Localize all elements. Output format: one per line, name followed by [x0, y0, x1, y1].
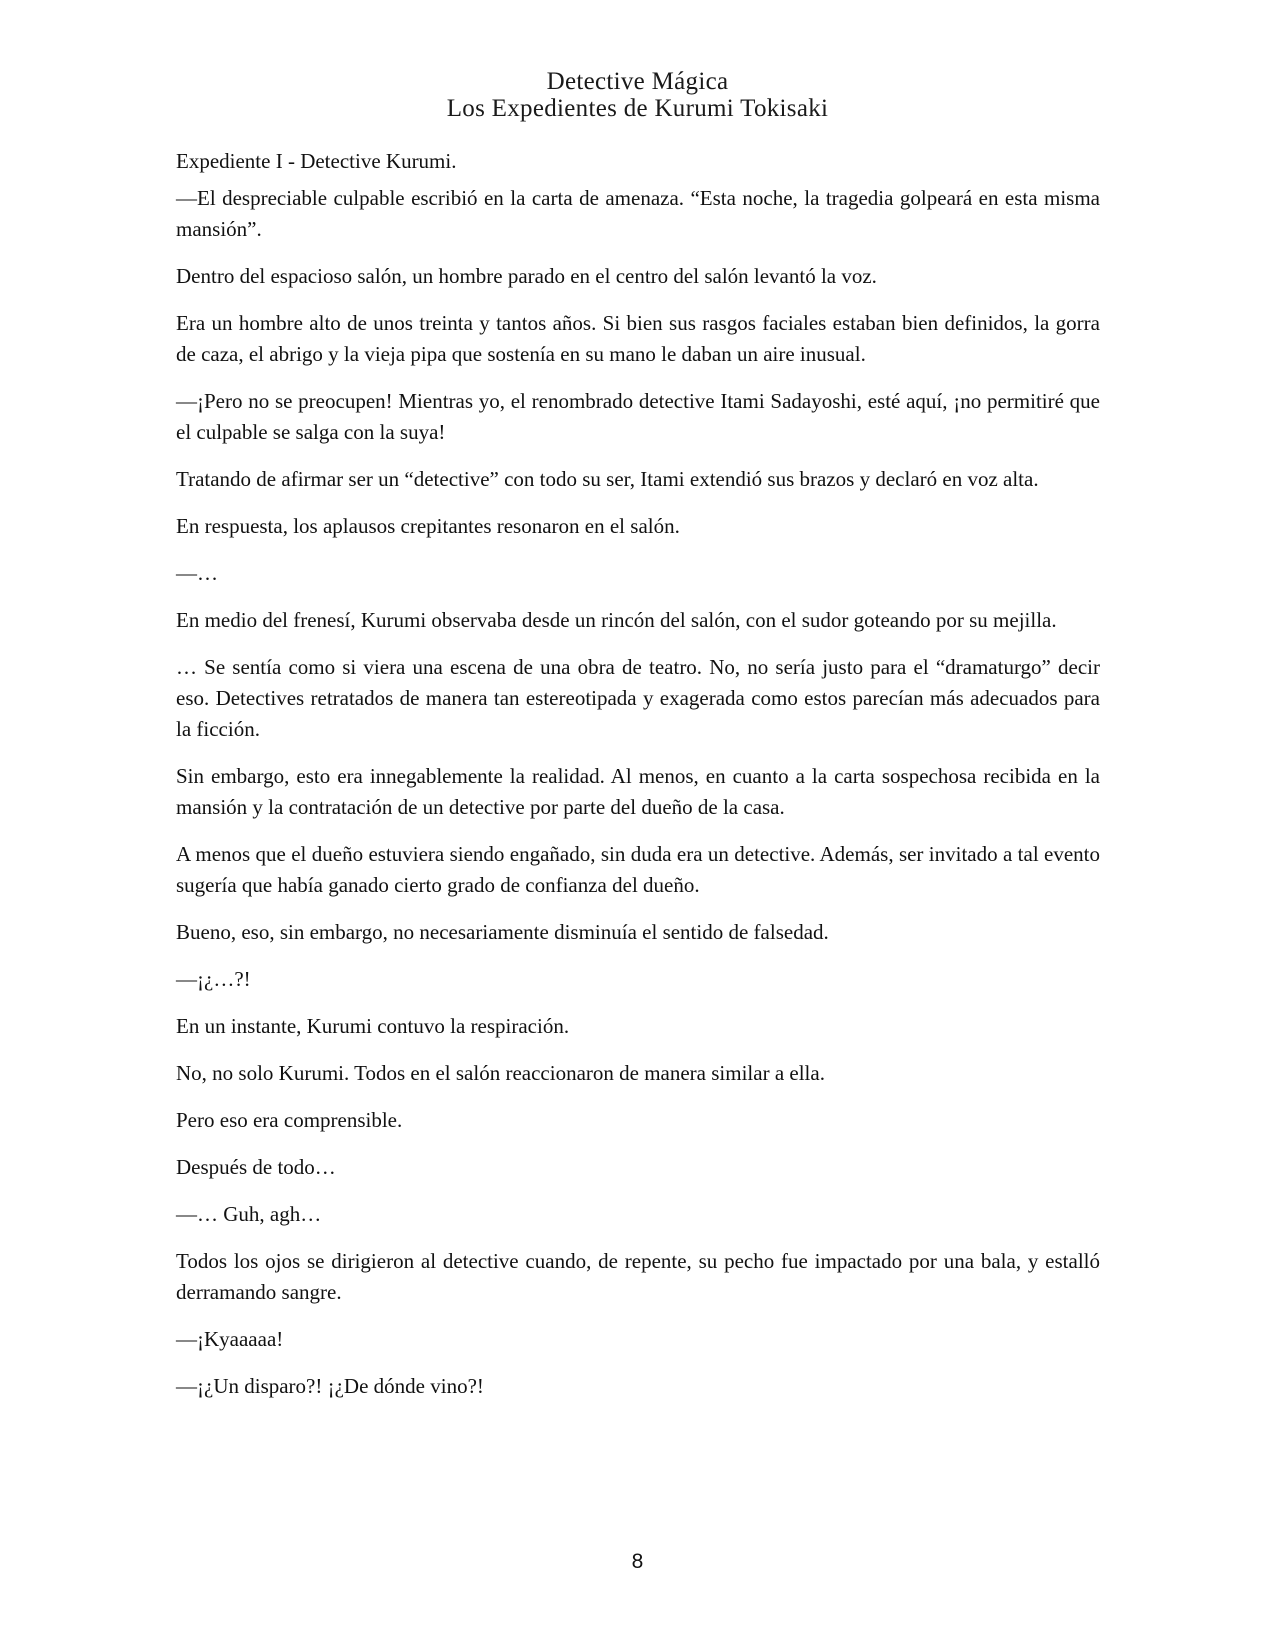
- paragraph: Bueno, eso, sin embargo, no necesariamente disminuía el sentido de falsedad.: [176, 920, 829, 944]
- paragraph: Todos los ojos se dirigieron al detective cuando, de repente, su pecho fue impactado por una bala, y estalló derramando sangre.: [176, 1249, 1100, 1304]
- paragraph: En medio del frenesí, Kurumi observaba desde un rincón del salón, con el sudor goteando por su mejilla.: [176, 608, 1057, 632]
- page-body: [176, 146, 1100, 1418]
- paragraph: Tratando de afirmar ser un “detective” con todo su ser, Itami extendió sus brazos y declaró en voz alta.: [176, 467, 1039, 491]
- paragraph: No, no solo Kurumi. Todos en el salón reaccionaron de manera similar a ella.: [176, 1061, 825, 1085]
- book-subtitle: Los Expedientes de Kurumi Tokisaki: [446, 95, 829, 122]
- paragraph: En respuesta, los aplausos crepitantes resonaron en el salón.: [176, 514, 680, 538]
- paragraph: Sin embargo, esto era innegablemente la realidad. Al menos, en cuanto a la carta sospechosa recibida en la mansión y la contratación de un detective por parte del dueño de la casa.: [176, 764, 1100, 819]
- paragraph: —¡Pero no se preocupen! Mientras yo, el renombrado detective Itami Sadayoshi, esté aquí, ¡no permitiré que el culpable se salga con la suya!: [176, 389, 1100, 444]
- page-header: [0, 68, 1275, 122]
- chapter-title: Expediente I - Detective Kurumi.: [176, 149, 457, 173]
- paragraph: Era un hombre alto de unos treinta y tantos años. Si bien sus rasgos faciales estaban bien definidos, la gorra de caza, el abrigo y la vieja pipa que sostenía en su mano le daban un aire inusual.: [176, 311, 1100, 366]
- page-number: 8: [631, 1550, 644, 1573]
- paragraph: Dentro del espacioso salón, un hombre parado en el centro del salón levantó la voz.: [176, 264, 877, 288]
- paragraph: … Se sentía como si viera una escena de una obra de teatro. No, no sería justo para el “dramaturgo” decir eso. Detectives retratados de manera tan estereotipada y exagerada como estos parecían más adecuados para la ficción.: [176, 655, 1100, 741]
- paragraph: —…: [176, 561, 218, 585]
- paragraph: —¡¿…?!: [176, 967, 251, 991]
- paragraph: —… Guh, agh…: [176, 1202, 322, 1226]
- paragraph: —¡Kyaaaaa!: [176, 1327, 284, 1351]
- paragraph: Después de todo…: [176, 1155, 336, 1179]
- paragraph: —¡¿Un disparo?! ¡¿De dónde vino?!: [176, 1374, 484, 1398]
- paragraph: —El despreciable culpable escribió en la carta de amenaza. “Esta noche, la tragedia golpeará en esta misma mansión”.: [176, 186, 1100, 241]
- book-title: Detective Mágica: [546, 68, 729, 95]
- paragraph: Pero eso era comprensible.: [176, 1108, 403, 1132]
- paragraph: En un instante, Kurumi contuvo la respiración.: [176, 1014, 570, 1038]
- paragraph: A menos que el dueño estuviera siendo engañado, sin duda era un detective. Además, ser invitado a tal evento sugería que había ganado cierto grado de confianza del dueño.: [176, 842, 1100, 897]
